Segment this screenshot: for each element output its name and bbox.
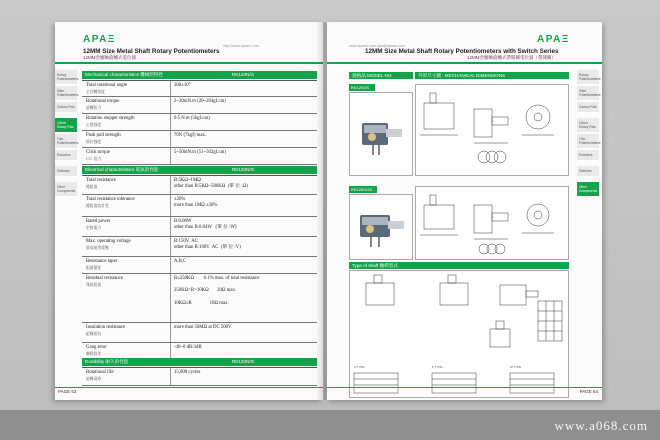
column-divider [170,237,171,256]
shaft-header: Type of shaft 軸桿型式 [349,262,569,269]
spec-label-en: Push pull strength [86,133,121,138]
left-title: 12MM Size Metal Shaft Rotary Potentiometers [83,48,220,55]
spec-row [82,368,317,386]
spec-label [86,197,166,209]
column-divider [170,81,171,96]
right-page [327,22,602,400]
elec-header [82,166,317,174]
spec-value: 0.5 N.m (5kgf.cm) [174,116,210,121]
m-type-label: M TYPE [510,365,522,369]
model1-drawing [415,84,569,176]
spec-label-cn: 止擋強度 [86,122,102,127]
spec-label [86,178,166,190]
spec-row [82,257,317,274]
spec-label-en: Resistance taper [86,259,118,264]
side-tab[interactable]: Switches [577,166,599,177]
right-foot-rule [327,387,602,388]
spec-label-cn: 聯動誤差 [86,351,102,356]
model2-label: RK120GGS [349,186,377,193]
spec-label [86,219,166,231]
spec-value: 2~20mN.m (20~204gf.cm) [174,99,226,104]
spec-value: B:150V AC other than B:100V AC (單 位 :V) [174,239,241,251]
right-title: 12MM Size Metal Shaft Rotary Potentiometers with Switch Series [365,48,559,55]
watermark: www.a068.com [554,418,648,433]
side-tab[interactable]: Trim Potentiometers [577,134,599,149]
column-divider [170,195,171,216]
spec-row [82,323,317,343]
column-divider [170,217,171,236]
column-divider [170,131,171,147]
spec-label-en: Residual resistance [86,276,123,281]
spec-label-cn: 全回轉角度 [86,89,105,94]
spec-row [82,131,317,148]
spec-label-en: Total rotational angle [86,83,127,88]
spec-label-en: Gang error [86,345,107,350]
spec-row [82,237,317,257]
side-tab[interactable]: Encoders [55,150,77,161]
spec-label-cn: 總阻值容許差 [86,203,109,208]
spec-row [82,195,317,217]
side-tab[interactable]: Carbon Pots [577,102,599,113]
mech-header-model: RK120N/G [232,72,255,77]
spec-value: B:5KΩ~1MΩ other than B:5KΩ~500KΩ (單 位 :Ω) [174,178,248,190]
spec-row [82,148,317,165]
potentiometer-photo [350,93,412,175]
spec-row [82,217,317,237]
spec-value: R≤250KΩ 0.1% max. of total resistance 250KΩ>R>10KΩ 20Ω max. 10KΩ≥R 10Ω max. [174,276,260,306]
spec-label [86,150,166,162]
column-divider [170,176,171,194]
model2-drawing [415,186,569,260]
dimension-drawing-1 [416,85,568,175]
right-page-number: PAGE 64 [579,389,598,394]
spec-label-cn: 旋轉扭力 [86,105,102,110]
model1-photo-box [349,92,413,176]
spec-label [86,370,166,382]
spec-label-en: Total resistance tolerance [86,197,135,202]
right-title-rule [327,62,602,64]
a-type-label: A TYPE [354,365,365,369]
elec-header-model: RK120N/G [232,167,255,172]
spec-label-cn: 推拉強度 [86,139,102,144]
spec-label [86,133,166,145]
column-divider [170,114,171,130]
spec-label-en: Click torque [86,150,110,155]
side-tab[interactable]: Rotary Potentiometers [577,70,599,85]
model1-label: RK120GS [349,84,375,91]
side-tab[interactable]: Slide Potentiometers [55,86,77,101]
spec-value: A,B,C [174,259,187,264]
dur-header-label: Durability 耐久的性能 [85,359,129,364]
dur-header-model: RK120N/G [232,359,255,364]
spec-value: ±20% more than 1MΩ ±30% [174,197,218,209]
column-divider [170,257,171,273]
spec-label-en: Total resistance [86,178,116,183]
spec-label [86,259,166,271]
left-title-rule [55,62,323,64]
dur-header [82,358,317,366]
spec-row [82,97,317,114]
spec-label [86,239,166,251]
column-divider [170,343,171,358]
side-tab[interactable]: Carbon Pots [55,102,77,113]
spec-row [82,343,317,359]
elec-header-label: Electrical characteristics 電氣的性能 [85,167,159,172]
spec-label-cn: 旋轉壽命 [86,376,102,381]
spec-row [82,81,317,97]
shaft-types-box [349,270,569,398]
spec-label-en: Rotation stopper strength [86,116,135,121]
spec-label-cn: 最高使用電壓 [86,245,109,250]
side-tab[interactable]: Rotary Potentiometers [55,70,77,85]
spec-row [82,274,317,323]
right-logo: APAΞ [537,34,570,45]
column-divider [170,368,171,385]
side-tab[interactable]: Other Components [55,182,77,197]
left-page-number: PAGE 63 [58,389,77,394]
spec-label-en: Rotational life [86,370,114,375]
dur-table [82,367,317,386]
mech-table [82,80,317,165]
left-page [55,22,323,400]
side-tab[interactable]: Encoders [577,150,599,161]
right-subtitle: 12MM金屬軸旋轉式帶開關電位器（帶開關） [467,55,557,60]
dimension-drawing-2 [416,187,568,259]
elec-table [82,175,317,359]
shaft-type-drawings [350,271,568,397]
f-type-label: F TYPE [432,365,443,369]
spec-value: 70N (7kgf) max. [174,133,207,138]
left-url: http://www.apaelc.com [223,44,259,48]
side-tab[interactable]: Other Components [577,182,599,197]
side-tab[interactable]: 12mm Rotary Pots [577,118,599,133]
spec-value: 15,000 cycles [174,370,201,375]
spec-label [86,276,166,288]
spec-label-cn: 定格電力 [86,225,102,230]
spec-value: -40~0 dB:3dB [174,345,202,350]
side-tab[interactable]: Switches [55,166,77,177]
spec-label-en: Insulation resistance [86,325,126,330]
side-tab[interactable]: 12mm Rotary Pots [55,118,77,133]
spec-label-cn: C.C. 扭力 [86,156,102,161]
spec-label-cn: 絕緣阻抗 [86,331,102,336]
mech-header [82,71,317,79]
spec-label-cn: 總阻值 [86,184,98,189]
spec-value: 300±10° [174,83,191,88]
model2-photo-box [349,194,413,260]
spec-row [82,114,317,131]
spec-label-cn: 殘留阻值 [86,282,102,287]
left-subtitle: 12MM金屬軸旋轉式電位器 [83,55,137,60]
mech-header-label: Mechanical characteristics 機械的特性 [85,72,164,77]
spec-row [82,176,317,195]
spec-label [86,325,166,337]
left-logo: APAΞ [83,34,116,45]
spec-value: more than 50MΩ at DC 500V [174,325,232,330]
spec-label-en: Rated power [86,219,111,224]
left-foot-rule [55,387,323,388]
column-divider [170,148,171,164]
dim-header: 外形尺寸圖 : MECHANICAL DIMENSIONS [415,72,569,79]
spec-label [86,345,166,357]
column-divider [170,274,171,322]
spec-value: 5~50mN.m (51~502gf.cm) [174,150,226,155]
potentiometer-switch-photo [350,195,412,259]
spec-label [86,99,166,111]
spec-label [86,83,166,95]
spec-label-en: Rotational torque [86,99,120,104]
column-divider [170,323,171,342]
model-header: 規格品 MODEL NO. [349,72,413,79]
side-tab[interactable]: Slide Potentiometers [577,86,599,101]
spec-label-en: Max. operating voltage [86,239,131,244]
spec-label [86,116,166,128]
right-url: www.apaelc.com apa@apaelc.com [349,44,405,48]
spec-label-cn: 阻值變化 [86,265,102,270]
side-tab[interactable]: Trim Potentiometers [55,134,77,149]
column-divider [170,97,171,113]
spec-value: B:0.06W other than B:0.04W (單 位 :W) [174,219,237,231]
